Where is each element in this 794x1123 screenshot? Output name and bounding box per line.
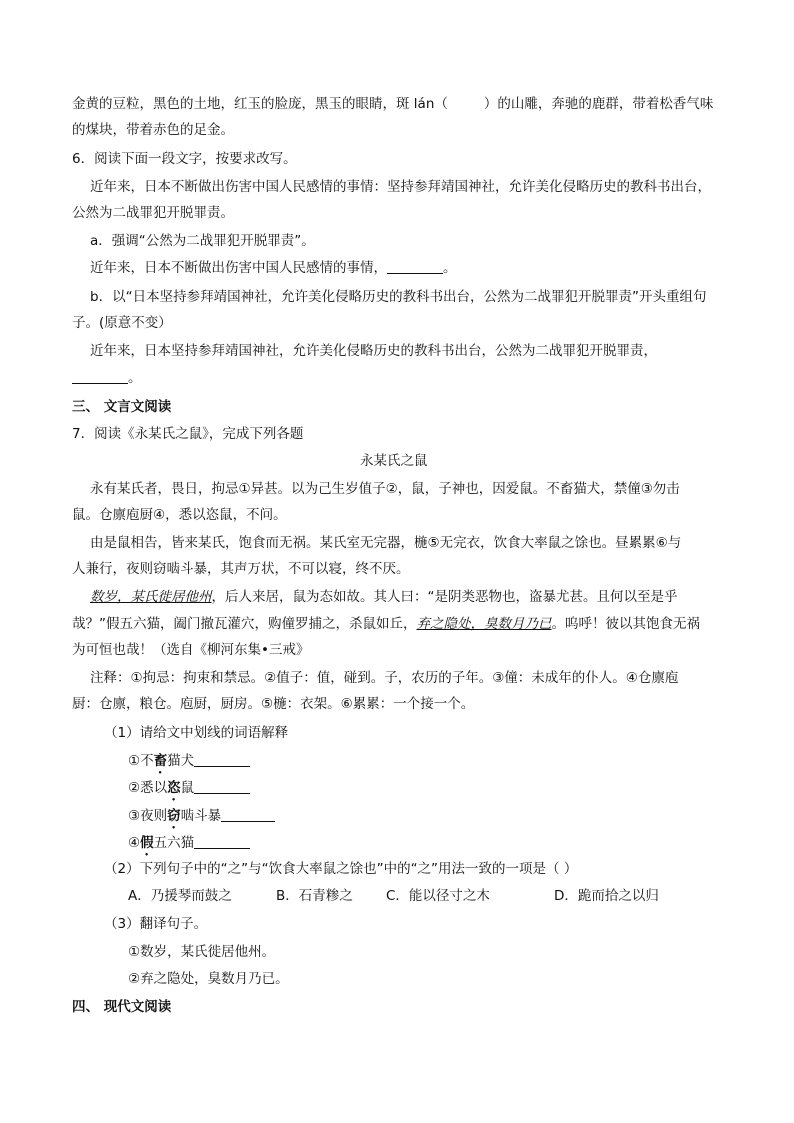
intro-line-2: 的煤块，带着赤色的足金。 [72,122,234,138]
q7-word-3-blank[interactable] [221,807,275,822]
section-4-heading: 四、 现代文阅读 [72,999,172,1015]
q6-a-answer-text: 近年来，日本不断做出伤害中国人民感情的事情， [90,260,387,276]
q7-word-2-blank[interactable] [194,779,250,794]
underlined-sentence-2: 弃之隐处，臭数月乃已 [416,616,552,632]
q7-word-1-blank[interactable] [194,752,250,767]
q7-word-2-post: 鼠 [180,780,195,796]
q7-word-1-post: 猫犬 [167,753,195,769]
q6-b-requirement-2: 子。(原意不变） [72,315,172,331]
q7-translate-2: ②弃之隐处，臭数月乃已。 [128,971,289,987]
q7-p1-line-2: 鼠。仓廪庖厨④，悉以恣鼠，不问。 [72,507,287,523]
q7-p3-line-2-text-b: 。呜呼！彼以其饱食无祸 [551,616,700,632]
q6-b-answer-end [72,368,142,388]
q7-word-4-pre: ④ [128,835,141,851]
q7-p3-line-2-text-a: 哉？”假五六猫，阖门撤瓦灌穴，购僮罗捕之，杀鼠如丘， [72,616,417,632]
q7-sub1-prompt: （1）请给文中划线的词语解释 [104,725,289,741]
q7-p2-line-2: 人兼行，夜则窃啮斗暴，其声万状，不可以寝，终不厌。 [72,561,410,577]
q7-p3-line-1 [90,587,678,607]
intro-line-1 [72,94,713,114]
section-3-heading: 三、 文言文阅读 [72,399,172,415]
q7-word-2-pre: ②悉以 [128,780,168,796]
option-a[interactable]: A．乃援琴而鼓之 [128,888,232,904]
intro-text-a: 金黄的豆粒，黑色的土地，红玉的脸庞，黑玉的眼睛，斑 lán（ [72,96,448,112]
q7-word-4-post: 五六猫 [153,835,195,851]
q7-word-4-blank[interactable] [194,834,250,849]
q6-b-answer-period: 。 [128,370,142,386]
q7-sub2-prompt: （2）下列句子中的“之”与“饮食大率鼠之馀也”中的“之”用法一致的一项是（ ） [104,861,578,877]
q6-b-requirement-1: b．以“日本坚持参拜靖国神社，允许美化侵略历史的教科书出台，公然为二战罪犯开脱罪责”开头重组句 [90,289,707,305]
q7-word-3-pre: ③夜则 [128,808,168,824]
q7-notes-line-1: 注释：①拘忌：拘束和禁忌。②值子：值，碰到。子，农历的子年。③僮：未成年的仆人。④仓廪庖 [90,670,679,686]
intro-text-b: ）的山雕，奔驰的鹿群，带着松香气味 [483,96,714,112]
q6-a-answer-end: 。 [443,260,457,276]
q7-title: 7．阅读《永某氏之鼠》，完成下列各题 [72,426,304,442]
q7-word-3 [128,806,275,832]
underlined-sentence-1: 数岁，某氏徙居他州 [90,589,212,605]
q7-p3-line-2 [72,614,700,634]
q6-b-answer: 近年来，日本坚持参拜靖国神社，允许美化侵略历史的教科书出台，公然为二战罪犯开脱罪责， [90,343,657,359]
q6-paragraph-line-1: 近年来，日本不断做出伤害中国人民感情的事情：坚持参拜靖国神社，允许美化侵略历史的教科书出台， [90,179,711,195]
q7-text-title: 永某氏之鼠 [360,453,428,469]
option-d[interactable]: D．跪而拾之以归 [554,888,659,904]
q7-p3-line-3: 为可恒也哉！（选自《柳河东集•三戒》 [72,642,310,658]
q7-word-2-key: 恣 [167,780,181,796]
q7-word-2 [128,778,250,804]
q7-word-4 [128,833,250,859]
q6-b-answer-blank[interactable] [72,369,128,384]
q7-translate-1: ①数岁，某氏徙居他州。 [128,944,276,960]
q6-a-answer-blank[interactable] [387,259,443,274]
q6-paragraph-line-2: 公然为二战罪犯开脱罪责。 [72,205,234,221]
q7-word-1-pre: ①不 [128,753,154,769]
q7-p1-line-1: 永有某氏者，畏日，拘忌①异甚。以为己生岁值子②，鼠，子神也，因爱鼠。不畜猫犬，禁僮③勿击 [90,481,680,497]
q6-a-answer [90,258,457,278]
q7-word-4-key: 假 [140,835,154,851]
q7-word-3-post: 啮斗暴 [180,808,222,824]
q7-word-1 [128,751,250,777]
q6-a-requirement: a．强调“公然为二战罪犯开脱罪责”。 [90,233,315,249]
q7-word-3-key: 窃 [167,808,181,824]
option-b[interactable]: B．石青糁之 [276,888,353,904]
q7-word-1-key: 畜 [153,753,168,769]
q7-sub3-prompt: （3）翻译句子。 [104,916,208,932]
q6-title: 6．阅读下面一段文字，按要求改写。 [72,151,297,167]
q7-notes-line-2: 厨：仓廪，粮仓。庖厨，厨房。⑤椸：衣架。⑥累累：一个接一个。 [72,696,475,712]
q7-p3-line-1-text: ，后人来居，鼠为态如故。其人曰：“是阴类恶物也，盗暴尤甚。且何以至是乎 [211,589,678,605]
q7-p2-line-1: 由是鼠相告，皆来某氏，饱食而无祸。某氏室无完器，椸⑤无完衣，饮食大率鼠之馀也。昼累累⑥与 [90,535,682,551]
option-c[interactable]: C．能以径寸之木 [386,888,490,904]
